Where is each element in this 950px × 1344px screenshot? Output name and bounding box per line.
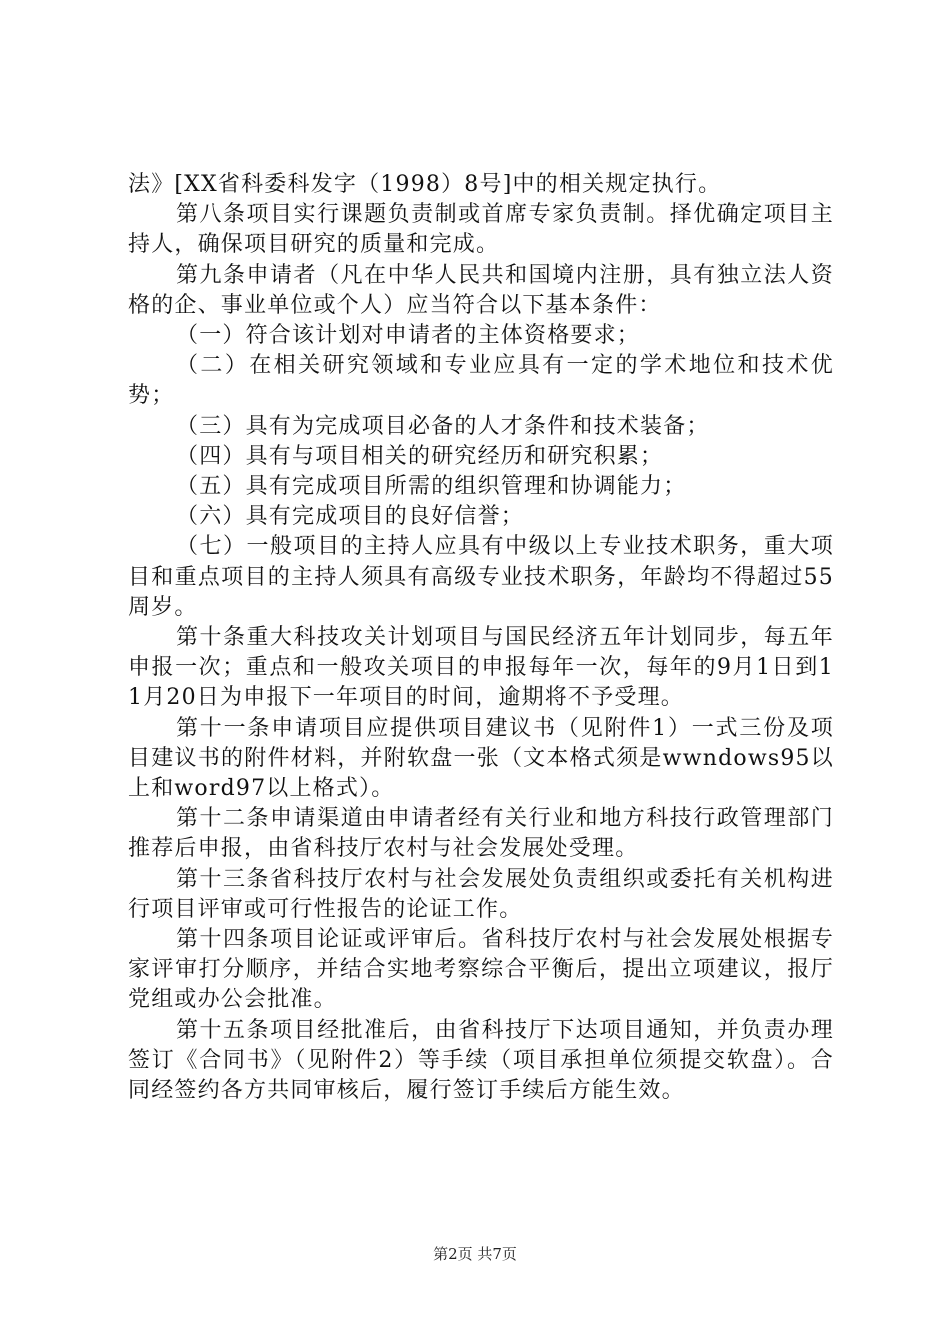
paragraph: （五）具有完成项目所需的组织管理和协调能力； (176, 474, 687, 500)
document-body (128, 170, 834, 1106)
paragraph: （七）一般项目的主持人应具有中级以上专业技术职务，重大项目和重点项目的主持人须具有高级专业技术职务，年龄均不得超过55周岁。 (128, 534, 834, 620)
paragraph: （三）具有为完成项目必备的人才条件和技术装备； (176, 413, 710, 439)
paragraph: 第十四条项目论证或评审后。省科技厅农村与社会发展处根据专家评审打分顺序，并结合实地考察综合平衡后，提出立项建议，报厅党组或办公会批准。 (128, 927, 834, 1013)
paragraph: 第十二条申请渠道由申请者经有关行业和地方科技行政管理部门推荐后申报，由省科技厅农村与社会发展处受理。 (128, 806, 834, 862)
paragraph: 第十五条项目经批准后，由省科技厅下达项目通知，并负责办理签订《合同书》（见附件2）等手续（项目承担单位须提交软盘）。合同经签约各方共同审核后，履行签订手续后方能生效。 (128, 1017, 834, 1104)
paragraph: 第九条申请者（凡在中华人民共和国境内注册，具有独立法人资格的企、事业单位或个人）应当符合以下基本条件： (128, 262, 834, 318)
paragraph: （四）具有与项目相关的研究经历和研究积累； (176, 443, 664, 469)
paragraph: 法》[XX省科委科发字（1998）8号]中的相关规定执行。 (128, 172, 722, 197)
paragraph: 第十三条省科技厅农村与社会发展处负责组织或委托有关机构进行项目评审或可行性报告的论证工作。 (128, 866, 834, 922)
paragraph: （六）具有完成项目的良好信誉； (176, 504, 525, 530)
paragraph: 第十一条申请项目应提供项目建议书（见附件1）一式三份及项目建议书的附件材料，并附软盘一张（文本格式须是wwndows95以上和word97以上格式）。 (128, 715, 834, 802)
paragraph: 第十条重大科技攻关计划项目与国民经济五年计划同步，每五年申报一次；重点和一般攻关项目的申报每年一次，每年的9月1日到11月20日为申报下一年项目的时间，逾期将不予受理。 (128, 625, 834, 711)
paragraph: 第八条项目实行课题负责制或首席专家负责制。择优确定项目主持人，确保项目研究的质量和完成。 (128, 202, 834, 258)
paragraph: （二）在相关研究领域和专业应具有一定的学术地位和技术优势； (128, 353, 834, 409)
paragraph: （一）符合该计划对申请者的主体资格要求； (176, 323, 641, 349)
page-number-footer: 第2页 共7页 (433, 1245, 517, 1263)
